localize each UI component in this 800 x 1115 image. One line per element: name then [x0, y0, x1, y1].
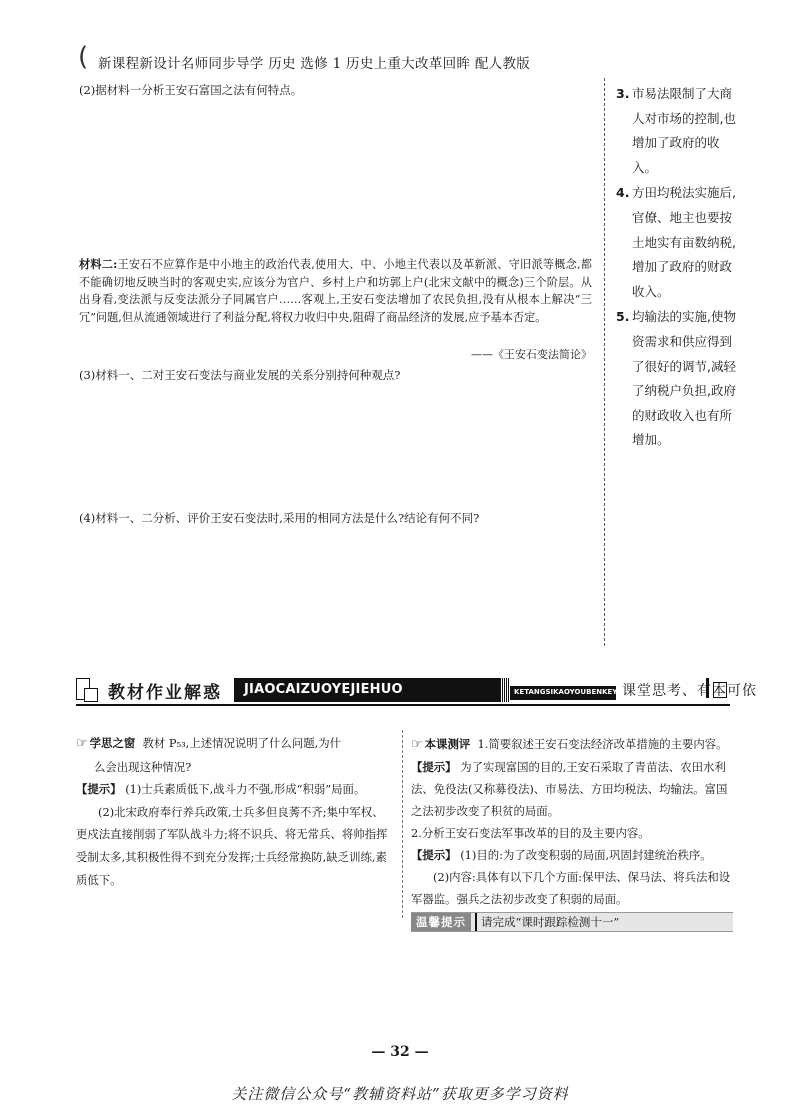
thinking-window-question-line2: 么会出现这种情况?	[94, 759, 192, 774]
reminder-box	[411, 912, 733, 932]
side-note-number: 4.	[616, 185, 630, 201]
column-divider	[402, 730, 403, 918]
reminder-text: 请完成“课时跟踪检测十一”	[481, 915, 620, 929]
assessment-hint-2b: (2)内容:具体有以下几个方面:保甲法、保马法、将兵法和设军器监。强兵之法初步改变了积弱的局面。	[411, 870, 731, 906]
banner-pinyin-small: KETANGSIKAOYOUBENKEYI	[510, 686, 616, 700]
side-note-text: 市易法限制了大商人对市场的控制,也增加了政府的收入。	[632, 86, 736, 175]
reminder-label: 温馨提示	[411, 913, 471, 931]
hint-label: 【提示】	[76, 782, 122, 797]
material-2-source: ——《王安石变法简论》	[471, 348, 592, 361]
side-note-number: 3.	[616, 86, 630, 101]
section-banner	[76, 676, 757, 707]
question-4: (4)材料一、二分析、评价王安石变法时,采用的相同方法是什么?结论有何不同?	[79, 511, 480, 525]
header-brace: (	[78, 42, 89, 72]
footer-note: 关注微信公众号“教辅资料站”获取更多学习资料	[231, 1085, 569, 1103]
side-note-number: 5.	[616, 309, 630, 325]
material-2-text: 王安石不应算作是中小地主的政治代表,使用大、中、小地主代表以及革新派、守旧派等概念,都不能确切地反映当时的客观史实,应该分为官户、乡村上户和坊郭上户(北宋文献中的概念)三个阶层。从出身看,变法派与反变法派分子同属官户……客观上,王安石变法增加了农民负担,没有从根本上解决“三冗”问题,但从流通领域进行了利益分配,将权力收归中央,阻碍了商品经济的发展,应予基本否定。	[79, 258, 592, 324]
banner-square-inner-icon	[84, 688, 98, 702]
banner-title: 教材作业解惑	[108, 683, 222, 703]
material-2	[79, 256, 592, 326]
side-note-text: 均输法的实施,使物资需求和供应得到了很好的调节,减轻了纳税户负担,政府的财政收入也有所增加。	[632, 309, 736, 448]
question-3: (3)材料一、二对王安石变法与商业发展的关系分别持何种观点?	[79, 368, 401, 382]
hint-1: (1)士兵素质低下,战斗力不强,形成“积弱”局面。	[125, 782, 366, 797]
header-title: 新课程新设计名师同步导学 历史 选修 1 历史上重大改革回眸 配人教版	[98, 56, 531, 72]
hint-label: 【提示】	[411, 848, 457, 862]
side-notes	[616, 82, 744, 454]
assessment-hint-2a: (1)目的:为了改变积弱的局面,巩固封建统治秩序。	[460, 848, 712, 862]
lesson-assessment-section	[411, 733, 733, 932]
assessment-question-2: 2.分析王安石变法军事改革的目的及主要内容。	[411, 826, 650, 840]
material-2-label: 材料二:	[79, 257, 118, 271]
thinking-window-question-line1: 教材 P₅₃,上述情况说明了什么问题,为什	[142, 736, 342, 750]
banner-pinyin: JIAOCAIZUOYEJIEHUO	[234, 678, 500, 702]
side-note	[616, 82, 744, 180]
assessment-heading: 本课测评	[424, 737, 471, 751]
question-2: (2)据材料一分析王安石富国之法有何特点。	[79, 83, 303, 97]
hint-2: (2)北宋政府奉行养兵政策,士兵多但良莠不齐;集中军权、更戍法直接削弱了军队战斗力;将不识兵、将无常兵、将帅指挥受制太多,其积极性得不到充分发挥;士兵经常换防,缺乏训练,素质低下。	[76, 804, 388, 887]
page-number: — 32 —	[371, 1044, 429, 1060]
page-header	[78, 42, 638, 72]
assessment-question-1: 1.简要叙述王安石变法经济改革措施的主要内容。	[477, 737, 728, 751]
banner-underline	[76, 704, 730, 706]
side-note-text: 方田均税法实施后,官僚、地主也要按土地实有亩数纳税,增加了政府的财政收入。	[632, 185, 736, 299]
pointing-hand-icon: ☞	[411, 737, 423, 752]
assessment-hint-1: 为了实现富国的目的,王安石采取了青苗法、农田水利法、免役法(又称募役法)、市易法、方田均税法、均输法。富国之法初步改变了积贫的局面。	[411, 760, 728, 818]
side-note	[616, 305, 744, 453]
hint-label: 【提示】	[411, 760, 457, 774]
thinking-window-section	[76, 732, 394, 891]
side-divider	[604, 78, 605, 646]
thinking-window-heading: 学思之窗	[89, 736, 136, 750]
pointing-hand-icon: ☞	[76, 736, 88, 751]
banner-slogan: 课堂思考、有本可依	[622, 683, 757, 699]
side-note	[616, 181, 744, 304]
reminder-divider	[475, 913, 477, 931]
banner-square-icon-right	[713, 682, 727, 698]
banner-stripes	[500, 678, 510, 702]
